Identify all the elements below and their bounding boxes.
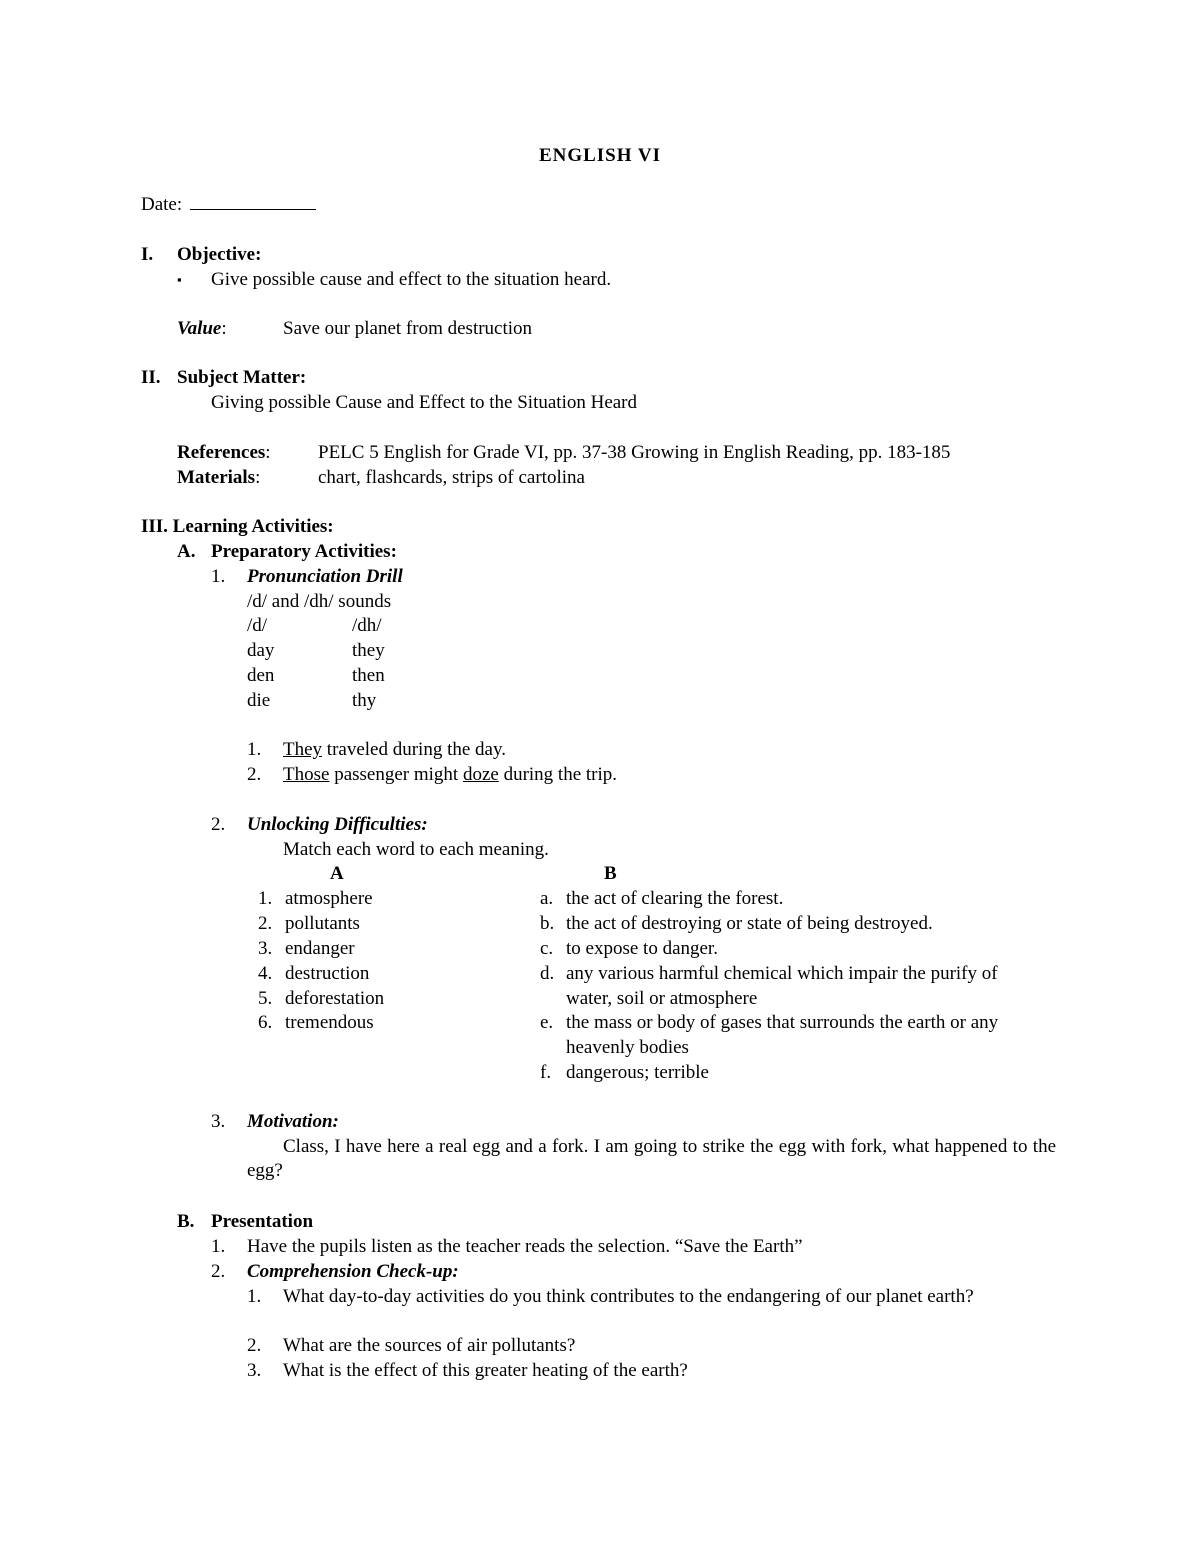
- word-item: endanger: [285, 938, 355, 959]
- materials-label: Materials: [177, 467, 256, 488]
- drill-d-word: die: [247, 690, 271, 711]
- sectionA-number: A.: [177, 541, 196, 562]
- presentation-item: Have the pupils listen as the teacher reads the selection. “Save the Earth”: [247, 1236, 803, 1257]
- drill-dh-word: thy: [352, 690, 377, 711]
- materials-colon: :: [255, 467, 261, 488]
- drill-d-header: /d/: [247, 615, 268, 636]
- underlined-word: doze: [462, 764, 499, 785]
- underlined-word: They: [283, 739, 323, 760]
- question-text: What day-to-day activities do you think contributes to the endangering of our planet earth?: [283, 1286, 974, 1307]
- word-item: pollutants: [285, 913, 360, 934]
- document-title: ENGLISH VI: [538, 145, 662, 166]
- sectionB-number: B.: [177, 1211, 195, 1232]
- drill-sentence-2: [283, 763, 617, 787]
- subject-topic: Giving possible Cause and Effect to the Situation Heard: [211, 392, 638, 413]
- question-number: 3.: [247, 1360, 262, 1381]
- word-number: 5.: [258, 988, 273, 1009]
- drill-subtitle: /d/ and /dh/ sounds: [247, 591, 392, 612]
- motivation-title: Motivation:: [247, 1111, 339, 1132]
- drill-number: 1.: [211, 566, 226, 587]
- word-item: destruction: [285, 963, 370, 984]
- references-label-line: [177, 441, 271, 465]
- drill-d-word: day: [247, 640, 275, 661]
- references-colon: :: [265, 442, 271, 463]
- word-number: 6.: [258, 1012, 273, 1033]
- meaning-item: the mass or body of gases that surrounds the earth or any: [566, 1012, 999, 1033]
- value-colon: :: [221, 318, 227, 339]
- sentence-text: traveled during the day.: [322, 739, 506, 760]
- value-label: Value: [177, 318, 222, 339]
- unlocking-title: Unlocking Difficulties:: [247, 814, 428, 835]
- meaning-letter: e.: [540, 1012, 554, 1033]
- word-item: deforestation: [285, 988, 385, 1009]
- meaning-letter: a.: [540, 888, 554, 909]
- section1-number: I.: [141, 244, 154, 265]
- word-item: atmosphere: [285, 888, 373, 909]
- column-a-header: A: [330, 863, 344, 884]
- section2-heading: Subject Matter:: [177, 367, 307, 388]
- meaning-item: the act of destroying or state of being destroyed.: [566, 913, 933, 934]
- value-text: Save our planet from destruction: [283, 318, 533, 339]
- presentation-number: 2.: [211, 1261, 226, 1282]
- word-number: 1.: [258, 888, 273, 909]
- value-line: [177, 317, 227, 341]
- underlined-word: Those: [283, 764, 330, 785]
- meaning-item: the act of clearing the forest.: [566, 888, 784, 909]
- drill-sentence-1: [283, 738, 506, 762]
- materials-text: chart, flashcards, strips of cartolina: [318, 467, 585, 488]
- meaning-letter: d.: [540, 963, 555, 984]
- drill-dh-word: then: [352, 665, 385, 686]
- question-text: What is the effect of this greater heating of the earth?: [283, 1360, 688, 1381]
- drill-dh-word: they: [352, 640, 385, 661]
- unlocking-number: 2.: [211, 814, 226, 835]
- comprehension-title: Comprehension Check-up:: [247, 1261, 459, 1282]
- meaning-item: any various harmful chemical which impair the purify of: [566, 963, 998, 984]
- section3-heading: III. Learning Activities:: [141, 516, 334, 537]
- unlocking-instruction: Match each word to each meaning.: [283, 839, 549, 860]
- question-number: 1.: [247, 1286, 262, 1307]
- section2-number: II.: [141, 367, 161, 388]
- section1-heading: Objective:: [177, 244, 262, 265]
- motivation-text: Class, I have here a real egg and a fork. I am going to strike the egg with fork, what happened to the egg?: [247, 1136, 1056, 1181]
- meaning-item: to expose to danger.: [566, 938, 718, 959]
- meaning-letter: b.: [540, 913, 555, 934]
- meaning-item-continued: water, soil or atmosphere: [566, 988, 758, 1009]
- drill-title: Pronunciation Drill: [247, 566, 403, 587]
- motivation-number: 3.: [211, 1111, 226, 1132]
- date-blank: [190, 195, 316, 210]
- objective-text: Give possible cause and effect to the situation heard.: [211, 269, 612, 290]
- word-number: 3.: [258, 938, 273, 959]
- word-number: 2.: [258, 913, 273, 934]
- sectionB-heading: Presentation: [211, 1211, 314, 1232]
- sentence-text: passenger might: [329, 764, 463, 785]
- date-line: [141, 193, 316, 217]
- question-text: What are the sources of air pollutants?: [283, 1335, 576, 1356]
- word-number: 4.: [258, 963, 273, 984]
- question-number: 2.: [247, 1335, 262, 1356]
- meaning-item: dangerous; terrible: [566, 1062, 709, 1083]
- sentence-text: during the trip.: [498, 764, 618, 785]
- materials-label-line: [177, 466, 260, 490]
- date-label: Date:: [141, 194, 183, 215]
- references-text: PELC 5 English for Grade VI, pp. 37-38 Growing in English Reading, pp. 183-185: [318, 442, 951, 463]
- drill-dh-header: /dh/: [352, 615, 382, 636]
- references-label: References: [177, 442, 266, 463]
- sectionA-heading: Preparatory Activities:: [211, 541, 397, 562]
- bullet-icon: ▪: [177, 272, 182, 287]
- meaning-letter: c.: [540, 938, 554, 959]
- meaning-letter: f.: [540, 1062, 552, 1083]
- column-b-header: B: [604, 863, 617, 884]
- drill-sentence-number: 2.: [247, 764, 262, 785]
- presentation-number: 1.: [211, 1236, 226, 1257]
- drill-sentence-number: 1.: [247, 739, 262, 760]
- word-item: tremendous: [285, 1012, 374, 1033]
- meaning-item-continued: heavenly bodies: [566, 1037, 689, 1058]
- drill-d-word: den: [247, 665, 275, 686]
